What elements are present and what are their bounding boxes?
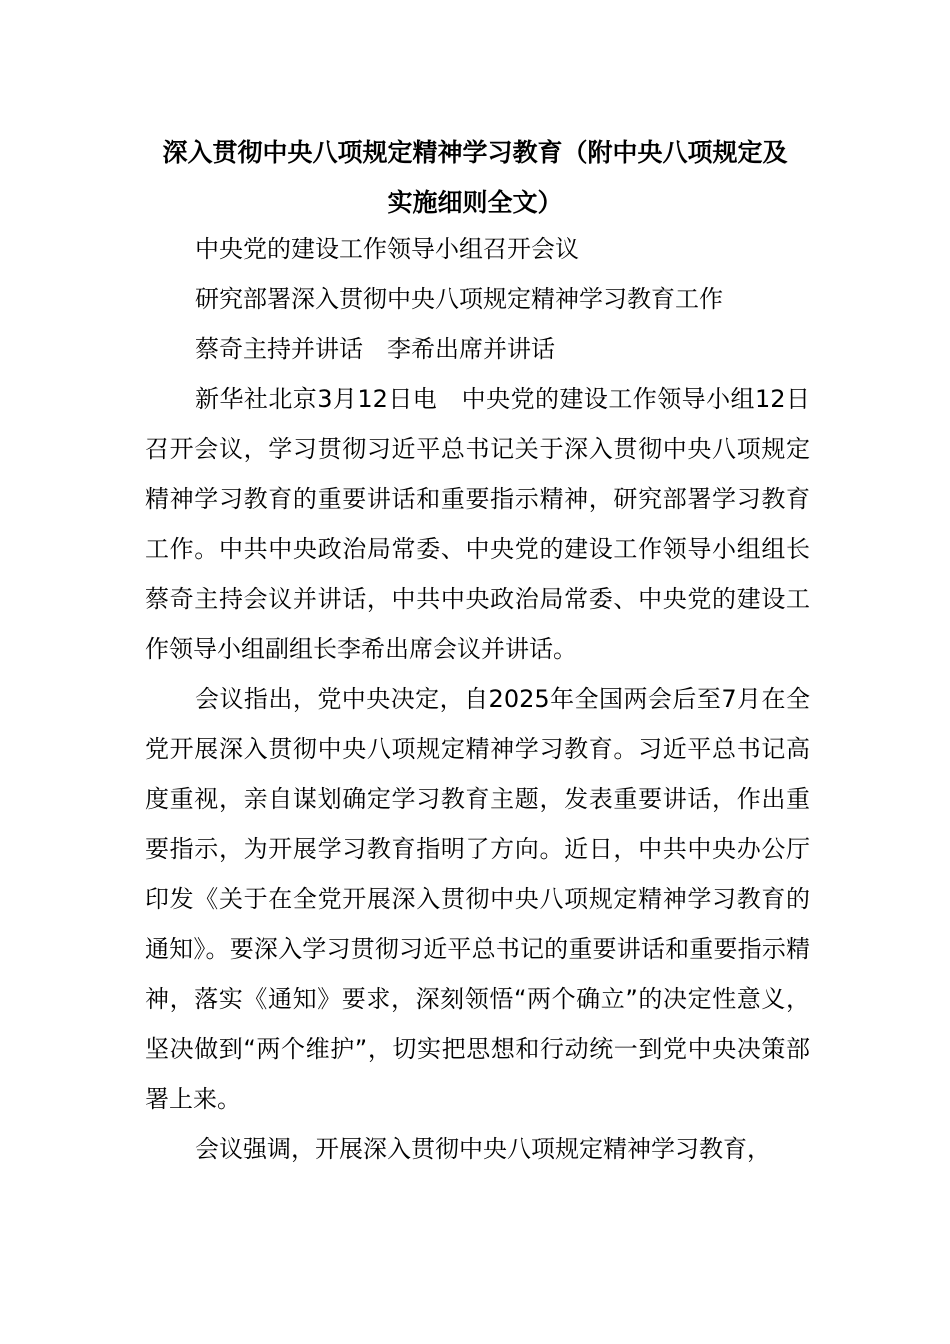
paragraph-1: 新华社北京3月12日电 中央党的建设工作领导小组12日召开会议，学习贯彻习近平总书记关于深入贯彻中央八项规定精神学习教育的重要讲话和重要指示精神，研究部署学习教育工作。中共中央政治局常委、中央党的建设工作领导小组组长蔡奇主持会议并讲话，中共中央政治局常委、中央党的建设工作领导小组副组长李希出席会议并讲话。 <box>145 385 810 663</box>
subtitle-2: 研究部署深入贯彻中央八项规定精神学习教育工作 <box>195 285 723 313</box>
paragraph-3: 会议强调，开展深入贯彻中央八项规定精神学习教育， <box>195 1135 771 1163</box>
subtitle-3: 蔡奇主持并讲话 李希出席并讲话 <box>195 335 555 363</box>
document-title <box>140 128 810 228</box>
document-body <box>145 224 810 1174</box>
subtitle-1: 中央党的建设工作领导小组召开会议 <box>195 235 579 263</box>
paragraph-2: 会议指出，党中央决定，自2025年全国两会后至7月在全党开展深入贯彻中央八项规定精神学习教育。习近平总书记高度重视，亲自谋划确定学习教育主题，发表重要讲话，作出重要指示，为开展学习教育指明了方向。近日，中共中央办公厅印发《关于在全党开展深入贯彻中央八项规定精神学习教育的通知》。要深入学习贯彻习近平总书记的重要讲话和重要指示精神，落实《通知》要求，深刻领悟“两个确立”的决定性意义，坚决做到“两个维护”，切实把思想和行动统一到党中央决策部署上来。 <box>145 685 810 1113</box>
title-line-1: 深入贯彻中央八项规定精神学习教育（附中央八项规定及 <box>162 138 788 167</box>
title-line-2: 实施细则全文） <box>387 188 563 217</box>
